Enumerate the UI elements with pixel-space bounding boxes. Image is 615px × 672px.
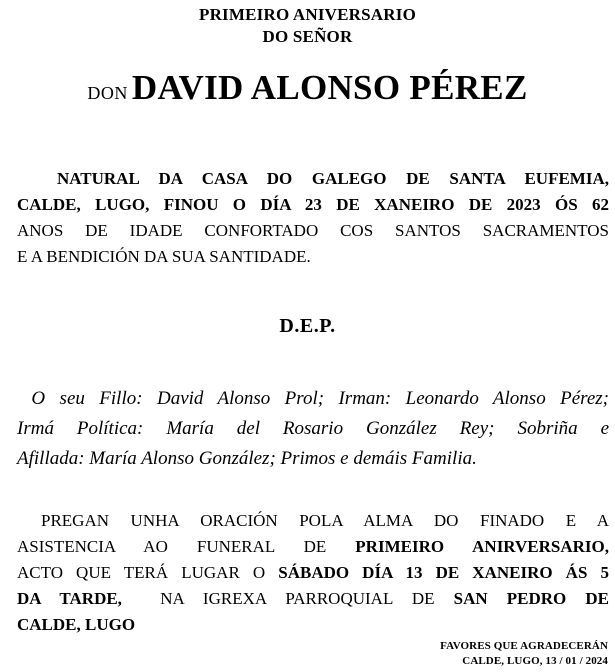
natural-line-4: E A BENDICIÓN DA SUA SANTIDADE. xyxy=(17,247,311,266)
pregan-paragraph xyxy=(17,508,609,638)
church-name: SAN PEDRO DE xyxy=(453,589,609,608)
church-location: CALDE, LUGO xyxy=(17,615,136,634)
natural-paragraph xyxy=(17,166,609,270)
family-paragraph xyxy=(17,384,609,474)
header-line-2: DO SEÑOR xyxy=(262,27,353,46)
header-line-1: PRIMEIRO ANIVERSARIO xyxy=(199,5,416,24)
family-line-2: Irmá Política: María del Rosario González Rey; Sobriña e xyxy=(17,418,609,439)
natural-line-3: ANOS DE IDADE CONFORTADO COS SANTOS SACRAMENTOS xyxy=(17,221,609,240)
honorific: DON xyxy=(87,83,128,103)
pregan-line-5 xyxy=(17,612,609,638)
footer-place-date: CALDE, LUGO, 13 / 01 / 2024 xyxy=(462,655,608,667)
footer-thanks: FAVORES QUE AGRADECERÁN xyxy=(440,640,608,652)
family-line-1: O seu Fillo: David Alonso Prol; Irman: Leonardo Alonso Pérez; xyxy=(31,388,609,409)
funeral-time: DA TARDE, xyxy=(17,589,122,608)
dep-label: D.E.P. xyxy=(279,315,336,337)
natural-line-2: CALDE, LUGO, FINOU O DÍA 23 DE XANEIRO DE 2023 ÓS 62 xyxy=(17,195,609,214)
deceased-name-line xyxy=(0,68,615,108)
pregan-line-4: DA TARDE, NA IGREXA PARROQUIAL DE SAN PEDRO DE xyxy=(17,589,609,608)
natural-line-1: NATURAL DA CASA DO GALEGO DE SANTA EUFEMIA, xyxy=(57,169,609,188)
funeral-type: PRIMEIRO ANIRVERSARIO, xyxy=(355,537,609,556)
deceased-name: DAVID ALONSO PÉREZ xyxy=(131,68,528,107)
pregan-line-3: ACTO QUE TERÁ LUGAR O SÁBADO DÍA 13 DE XANEIRO ÁS 5 xyxy=(17,563,609,582)
pregan-line-1: PREGAN UNHA ORACIÓN POLA ALMA DO FINADO E A xyxy=(41,511,609,530)
pregan-line-2: ASISTENCIA AO FUNERAL DE PRIMEIRO ANIRVERSARIO, xyxy=(17,537,609,556)
family-line-3: Afillada: María Alonso González; Primos e demáis Familia. xyxy=(17,448,477,469)
funeral-date: SÁBADO DÍA 13 DE XANEIRO ÁS 5 xyxy=(278,563,609,582)
